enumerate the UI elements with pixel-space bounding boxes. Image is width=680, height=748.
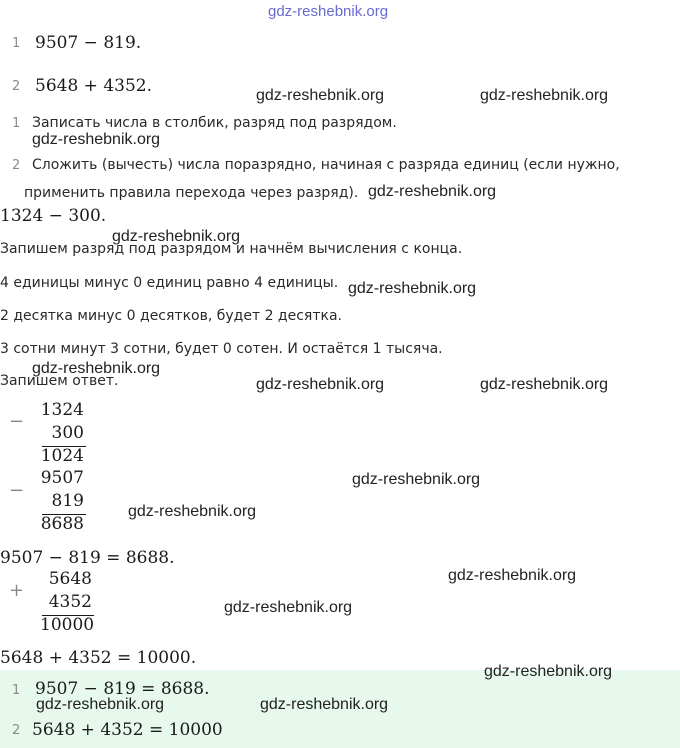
watermark: gdz-reshebnik.org — [260, 696, 389, 713]
watermark: gdz-reshebnik.org — [128, 503, 257, 520]
final-answer-number: 1 — [12, 683, 21, 698]
example-expression: 1324 − 300. — [0, 206, 107, 226]
plus-sign: + — [9, 580, 25, 601]
watermark: gdz-reshebnik.org — [484, 663, 613, 680]
watermark: gdz-reshebnik.org — [448, 567, 577, 584]
column-result: 10000 — [40, 615, 95, 635]
minus-sign: − — [9, 480, 25, 501]
column-bottom-number: 300 — [51, 423, 84, 443]
method-number: 2 — [12, 158, 21, 173]
column-top-number: 9507 — [40, 468, 84, 488]
method-step-continuation: применить правила перехода через разряд). — [24, 185, 359, 201]
column-result: 1024 — [40, 446, 84, 466]
answer-number: 2 — [12, 79, 21, 94]
answer-expression: 9507 − 819. — [35, 33, 142, 53]
method-step: Записать числа в столбик, разряд под разрядом. — [32, 115, 397, 131]
watermark: gdz-reshebnik.org — [368, 183, 497, 200]
watermark: gdz-reshebnik.org — [112, 228, 241, 245]
answer-intro: Запишем ответ. — [0, 373, 119, 389]
solution-step-2: 2 десятка минус 0 десятков, будет 2 десятка. — [0, 308, 342, 324]
result-expression: 5648 + 4352 = 10000. — [0, 648, 197, 668]
answer-expression: 5648 + 4352. — [35, 76, 152, 96]
watermark: gdz-reshebnik.org — [352, 471, 481, 488]
final-answer-expression: 9507 − 819 = 8688. — [35, 679, 210, 699]
column-top-number: 1324 — [40, 400, 84, 420]
watermark: gdz-reshebnik.org — [480, 87, 609, 104]
method-step: Сложить (вычесть) числа поразрядно, начиная с разряда единиц (если нужно, — [32, 157, 620, 173]
watermark: gdz-reshebnik.org — [32, 131, 161, 148]
minus-sign: − — [9, 411, 25, 432]
solution-step-3: 3 сотни минут 3 сотни, будет 0 сотен. И остаётся 1 тысяча. — [0, 341, 443, 357]
final-answer-number: 2 — [12, 723, 21, 738]
solution-intro: Запишем разряд под разрядом и начнём вычисления с конца. — [0, 241, 463, 257]
site-watermark-top: gdz-reshebnik.org — [268, 3, 389, 20]
watermark: gdz-reshebnik.org — [256, 376, 385, 393]
solution-step-1: 4 единицы минус 0 единиц равно 4 единицы. — [0, 275, 339, 291]
final-answer-expression: 5648 + 4352 = 10000 — [32, 720, 223, 740]
watermark: gdz-reshebnik.org — [256, 87, 385, 104]
answer-number: 1 — [12, 36, 21, 51]
column-result: 8688 — [40, 514, 84, 534]
watermark: gdz-reshebnik.org — [36, 696, 165, 713]
watermark: gdz-reshebnik.org — [480, 376, 609, 393]
watermark: gdz-reshebnik.org — [348, 280, 477, 297]
watermark: gdz-reshebnik.org — [224, 599, 353, 616]
result-expression: 9507 − 819 = 8688. — [0, 548, 175, 568]
watermark: gdz-reshebnik.org — [32, 360, 161, 377]
column-bottom-number: 4352 — [48, 592, 92, 612]
column-bottom-number: 819 — [51, 491, 84, 511]
column-top-number: 5648 — [48, 569, 92, 589]
method-number: 1 — [12, 116, 21, 131]
